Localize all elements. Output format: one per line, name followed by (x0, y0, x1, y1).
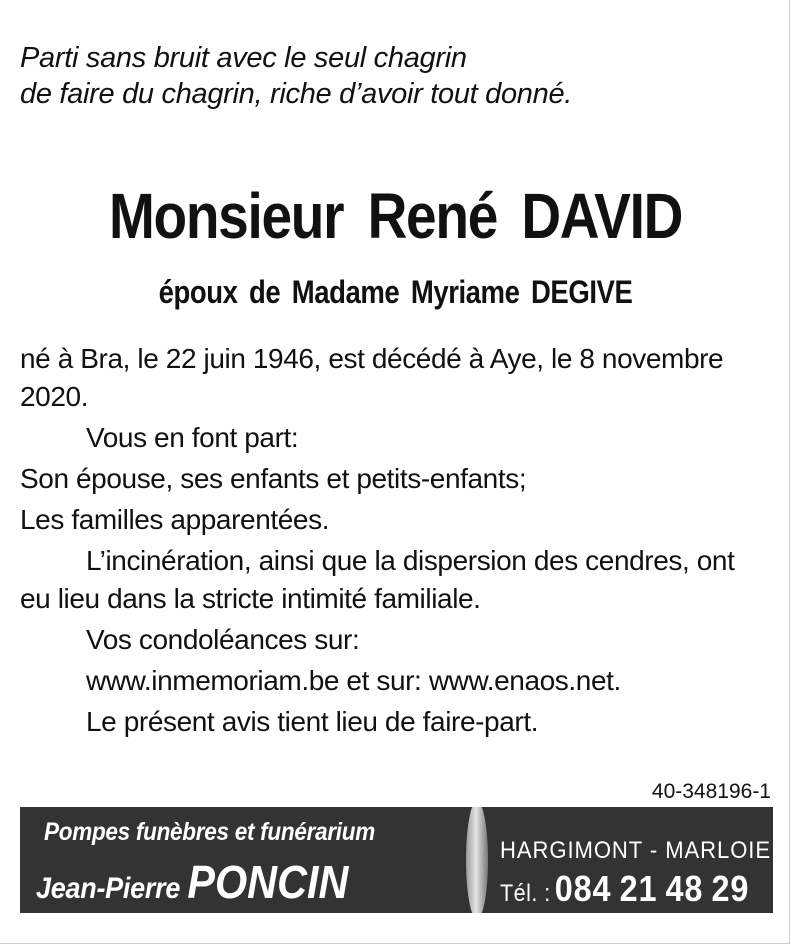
director-last-name: PONCIN (187, 856, 349, 908)
birth-death-text: né à Bra, le 22 juin 1946, est décédé à Aye, le 8 novembre 2020. (20, 343, 724, 412)
cremation-text (20, 542, 771, 618)
funeral-home-locations: HARGIMONT - MARLOIE (500, 837, 772, 864)
director-first-name: Jean-Pierre (36, 872, 181, 905)
quote-line-1: Parti sans bruit avec le seul chagrin (20, 42, 467, 74)
notice-body (20, 340, 771, 741)
cremation-indent (20, 545, 86, 576)
condolences-intro: Vos condoléances sur: (86, 624, 360, 655)
announce-intro: Vous en font part: (86, 422, 299, 453)
reference-number: 40-348196-1 (651, 780, 771, 803)
family-line-2: Les familles apparentées. (20, 504, 330, 535)
funeral-home-name-block (20, 807, 470, 913)
funeral-home-director (36, 856, 349, 911)
funeral-home-phone (500, 869, 749, 913)
family-line-1: Son épouse, ses enfants et petits-enfants; (20, 463, 527, 494)
phone-number: 084 21 48 29 (554, 868, 750, 909)
funeral-home-banner (20, 807, 773, 913)
spouse-line: époux de Madame Myriame DEGIVE (158, 274, 633, 310)
condolences-sites: www.inmemoriam.be et sur: www.enaos.net. (86, 665, 621, 696)
phone-label: Tél. : (500, 880, 551, 907)
cremation-content: L’incinération, ainsi que la dispersion des cendres, ont eu lieu dans la stricte intimité familiale. (20, 545, 735, 614)
funeral-home-contact (496, 807, 773, 913)
closing-text: Le présent avis tient lieu de faire-part. (86, 706, 539, 737)
epitaph-quote (20, 40, 572, 112)
funeral-home-subtitle: Pompes funèbres et funérarium (44, 818, 376, 846)
quote-line-2: de faire du chagrin, riche d’avoir tout donné. (20, 78, 573, 110)
banner-divider (466, 807, 488, 913)
deceased-name: Monsieur René DAVID (108, 180, 683, 252)
